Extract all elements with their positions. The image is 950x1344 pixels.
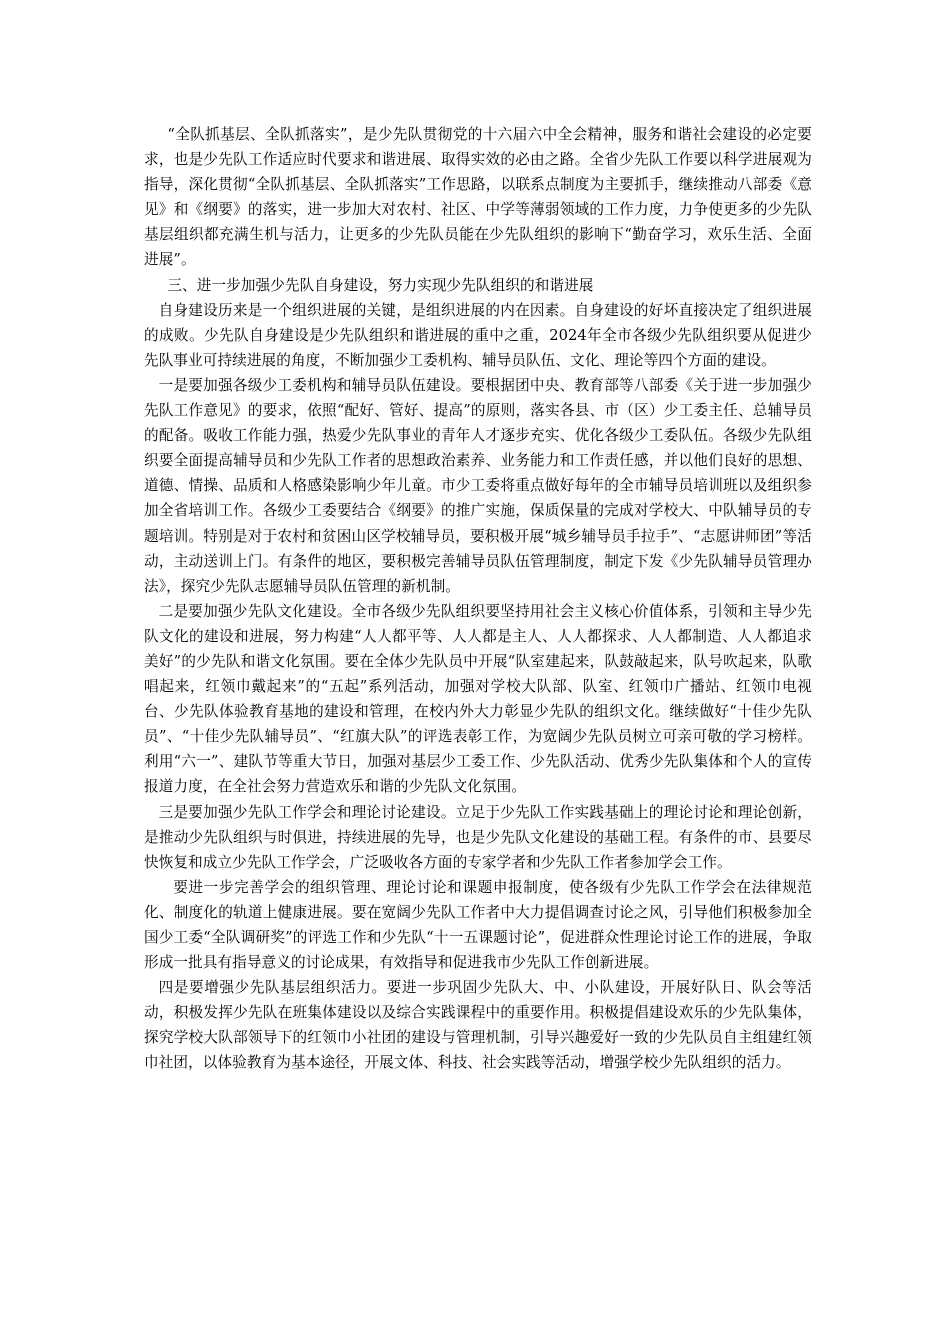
paragraph-point-three: 三是要加强少先队工作学会和理论讨论建设。立足于少先队工作实践基础上的理论讨论和理论创新，是推动少先队组织与时俱进，持续进展的先导，也是少先队文化建设的基础工程。有条件的市、县要尽快恢复和成立少先队工作学会，广泛吸收各方面的专家学者和少先队工作者参加学会工作。	[144, 803, 812, 871]
document-page	[144, 122, 812, 1076]
paragraph-point-one: 一是要加强各级少工委机构和辅导员队伍建设。要根据团中央、教育部等八部委《关于进一步加强少先队工作意见》的要求，依照“配好、管好、提高”的原则，落实各县、市（区）少工委主任、总辅导员的配备。吸收工作能力强，热爱少先队事业的青年人才逐步充实、优化各级少工委队伍。各级少先队组织要全面提高辅导员和少先队工作者的思想政治素养、业务能力和工作责任感，并以他们良好的思想、道德、情操、品质和人格感染影响少年儿童。市少工委将重点做好每年的全市辅导员培训班以及组织参加全省培训工作。各级少工委要结合《纲要》的推广实施，保质保量的完成对学校大、中队辅导员的专题培训。特别是对于农村和贫困山区学校辅导员，要积极开展“城乡辅导员手拉手”、“志愿讲师团”等活动，主动送训上门。有条件的地区，要积极完善辅导员队伍管理制度，制定下发《少先队辅导员管理办法》，探究少先队志愿辅导员队伍管理的新机制。	[144, 376, 812, 595]
paragraph-point-two: 二是要加强少先队文化建设。全市各级少先队组织要坚持用社会主义核心价值体系，引领和主导少先队文化的建设和进展，努力构建“人人都平等、人人都是主人、人人都探求、人人都制造、人人都追求美好”的少先队和谐文化氛围。要在全体少先队员中开展“队室建起来，队鼓敲起来，队号吹起来，队歌唱起来，红领巾戴起来”的“五起”系列活动，加强对学校大队部、队室、红领巾广播站、红领巾电视台、少先队体验教育基地的建设和管理，在校内外大力彰显少先队的组织文化。继续做好“十佳少先队员”、“十佳少先队辅导员”、“红旗大队”的评选表彰工作，为宽阔少先队员树立可亲可敬的学习榜样。利用“六一”、建队节等重大节日，加强对基层少工委工作、少先队活动、优秀少先队集体和个人的宣传报道力度，在全社会努力营造欢乐和谐的少先队文化氛围。	[144, 602, 812, 796]
paragraph-point-four: 四是要增强少先队基层组织活力。要进一步巩固少先队大、中、小队建设，开展好队日、队会等活动，积极发挥少先队在班集体建设以及综合实践课程中的重要作用。积极提倡建设欢乐的少先队集体，探究学校大队部领导下的红领巾小社团的建设与管理机制，引导兴趣爱好一致的少先队员自主组建红领巾社团，以体验教育为基本途径，开展文体、科技、社会实践等活动，增强学校少先队组织的活力。	[144, 979, 812, 1072]
paragraph-point-three-continued: 要进一步完善学会的组织管理、理论讨论和课题申报制度，使各级有少先队工作学会在法律规范化、制度化的轨道上健康进展。要在宽阔少先队工作者中大力提倡调查讨论之风，引导他们积极参加全国少工委“全队调研奖”的评选工作和少先队“十一五课题讨论”，促进群众性理论讨论工作的进展，争取形成一批具有指导意义的讨论成果，有效指导和促进我市少先队工作创新进展。	[144, 878, 812, 972]
paragraph-intro: “全队抓基层、全队抓落实”，是少先队贯彻党的十六届六中全会精神，服务和谐社会建设的必定要求，也是少先队工作适应时代要求和谐进展、取得实效的必由之路。全省少先队工作要以科学进展观为指导，深化贯彻“全队抓基层、全队抓落实”工作思路，以联系点制度为主要抓手，继续推动八部委《意见》和《纲要》的落实，进一步加大对农村、社区、中学等薄弱领域的工作力度，力争使更多的少先队基层组织都充满生机与活力，让更多的少先队员能在少先队组织的影响下“勤奋学习，欢乐生活、全面进展”。	[144, 126, 812, 269]
section-heading: 三、进一步加强少先队自身建设，努力实现少先队组织的和谐进展	[167, 276, 594, 294]
paragraph-self-building: 自身建设历来是一个组织进展的关键，是组织进展的内在因素。自身建设的好坏直接决定了组织进展的成败。少先队自身建设是少先队组织和谐进展的重中之重，2024年全市各级少先队组织要从促进少先队事业可持续进展的角度，不断加强少工委机构、辅导员队伍、文化、理论等四个方面的建设。	[144, 301, 812, 369]
